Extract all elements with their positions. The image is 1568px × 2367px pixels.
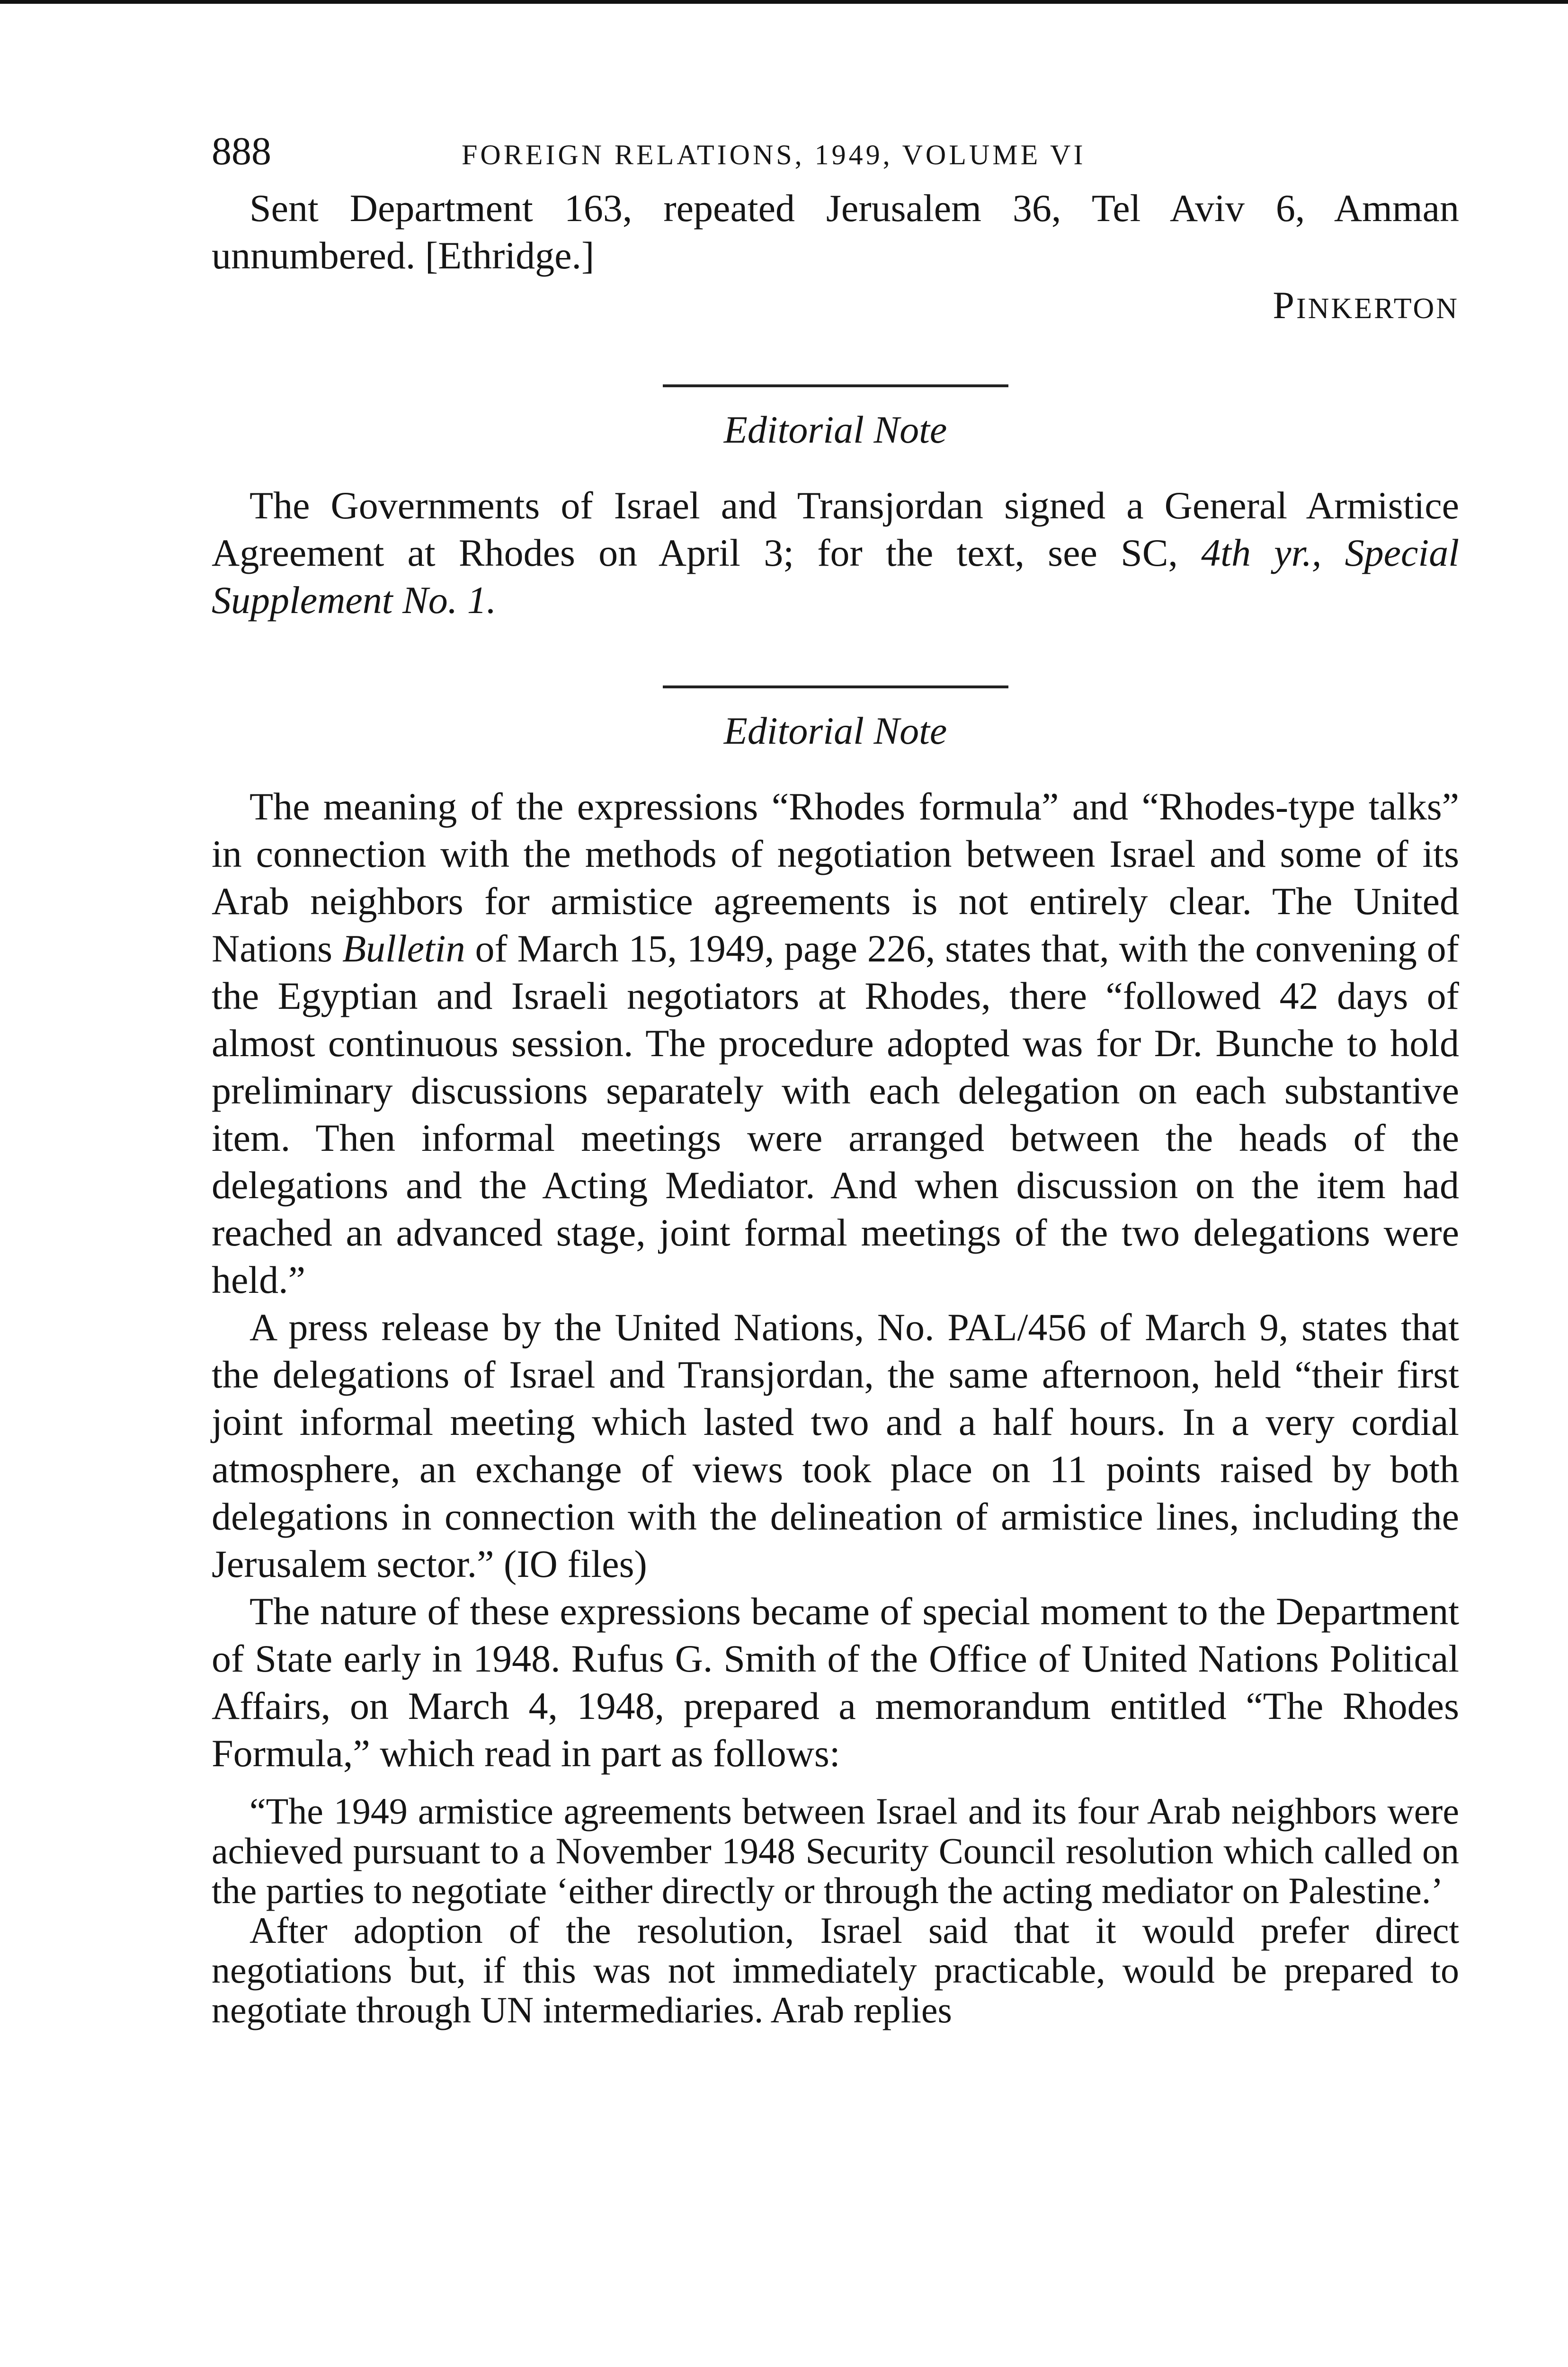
- editorial-note-2-paragraph-3: The nature of these expressions became of special moment to the Department of State early in 1948. Rufus G. Smith of the Office of United Nations Political Affairs, on March 4, 1948, prepared a memorandum entitled “The Rhodes Formula,” which read in part as follows:: [212, 1590, 1459, 1775]
- signature-rest: INKERTON: [1296, 293, 1459, 325]
- note2-p1-after: of March 15, 1949, page 226, states that, with the convening of the Egyptian and Israeli negotiators at Rhodes, there “followed 42 days of almost continuous session. The procedure adopted was for Dr. Bunche to hold preliminary discussions separately with each delegation on each substantive item. Then informal meetings were arranged between the heads of the delegations and the Acting Mediator. And when discussion on the item had reached an advanced stage, joint formal meetings of the two delegations were held.”: [212, 927, 1459, 1301]
- editorial-note-2-paragraph-2: A press release by the United Nations, No. PAL/456 of March 9, states that the delegations of Israel and Transjordan, the same afternoon, held “their first joint informal meeting which lasted two and a half hours. In a very cordial atmosphere, an exchange of views took place on 11 points raised by both delegations in connection with the delineation of armistice lines, including the Jerusalem sector.” (IO files): [212, 1306, 1459, 1585]
- signature-initial: P: [1273, 284, 1296, 327]
- editorial-note-1-text: [212, 482, 1459, 624]
- memorandum-quote-paragraph-2: After adoption of the resolution, Israel said that it would prefer direct negotiations but, if this was not immediately practicable, would be prepared to negotiate through UN intermediaries. Arab replies: [212, 1910, 1459, 2030]
- memorandum-quote-paragraph-1: “The 1949 armistice agreements between Israel and its four Arab neighbors were achieved pursuant to a November 1948 Security Council resolution which called on the parties to negotiate ‘either directly or through the acting mediator on Palestine.’: [212, 1790, 1459, 1911]
- telegram-closing-line: Sent Department 163, repeated Jerusalem 36, Tel Aviv 6, Amman unnumbered. [Ethridge.]: [212, 187, 1459, 277]
- signature: [212, 283, 1459, 328]
- top-border: [0, 0, 1568, 4]
- page-number: 888: [212, 129, 271, 173]
- note2-p1-before: The meaning of the expressions “Rhodes formula” and “Rhodes-type talks” in connection with the methods of negotiation between Israel and some of its Arab neighbors for armistice agreements is not entirely clear. The United Nations: [212, 785, 1459, 970]
- page-header: [212, 128, 1459, 185]
- editorial-note-2-paragraph-1: [212, 783, 1459, 1304]
- document-page: [212, 128, 1459, 2030]
- running-head: FOREIGN RELATIONS, 1949, VOLUME VI: [462, 139, 1086, 170]
- bulletin-title: Bulletin: [342, 927, 465, 970]
- editorial-note-heading-2: Editorial Note: [723, 709, 947, 752]
- note1-text-italic: 4th yr., Special Supplement No. 1.: [212, 531, 1459, 622]
- note1-text-start: The Governments of Israel and Transjordan signed a General Armistice Agreement at Rhodes on April 3; for the text, see SC,: [212, 484, 1459, 574]
- editorial-note-heading-1: Editorial Note: [723, 408, 947, 451]
